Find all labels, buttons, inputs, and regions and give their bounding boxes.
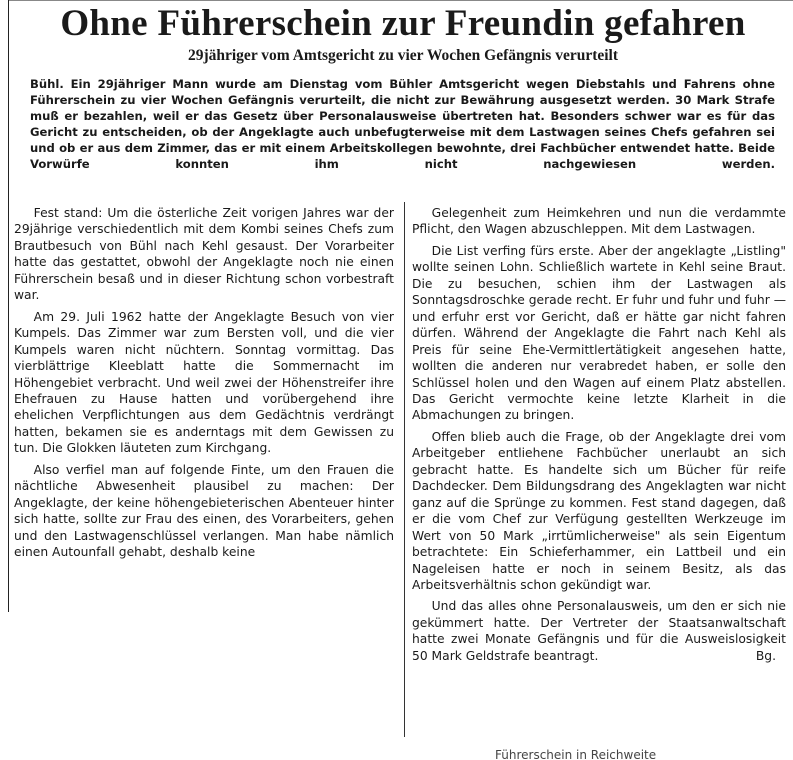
top-rule bbox=[8, 0, 793, 1]
paragraph: Also verfiel man auf folgende Finte, um den Frauen die nächtliche Abwesenheit plausibel zu machen: Der Angeklagte, der keine höhengebieterischen Abenteuer hinter sich hatte, sollte zur Frau des einen, des Vorarbeiters, gehen und den Lastwagenschlüssel verlangen. Man habe nämlich einen Autounfall gehabt, deshalb keine bbox=[14, 462, 394, 560]
paragraph-text: Und das alles ohne Personalausweis, um den er sich nie gekümmert hatte. Der Vertreter der Staatsanwaltschaft hatte zwei Monate Gefängnis und für die Ausweislosigkeit 50 Mark Geldstrafe beantragt. bbox=[412, 599, 786, 663]
column-divider bbox=[404, 202, 405, 737]
paragraph: Am 29. Juli 1962 hatte der Angeklagte Besuch von vier Kumpels. Das Zimmer war zum Bersten voll, und die vier Kumpels waren nicht nüchtern. Sonntag vormittag. Das vierblättrige Kleeblatt hatte die Sommernacht im Höhengebiet verbracht. Und weil zwei der Höhenstreifer ihre Ehefrauen zu Hause hatten und vorübergehend ihre ehelichen Verpflichtungen aus dem Gedächtnis verdrängt hatten, bekamen sie es anderntags mit dem Gewissen zu tun. Die Glokken läuteten zum Kirchgang. bbox=[14, 309, 394, 456]
headline: Ohne Führerschein zur Freundin gefahren bbox=[60, 3, 746, 44]
lead-paragraph bbox=[30, 76, 775, 173]
left-rule bbox=[8, 0, 9, 612]
next-article-headline-cut: Führerschein in Reichweite bbox=[495, 748, 657, 760]
paragraph: Die List verfing fürs erste. Aber der angeklagte „Listling" wollte seinen Lohn. Schließlich wartete in Kehl seine Braut. Die zu besuchen, schien ihm der Lastwagen als Sonntagsdroschke gerade recht. Er fuhr und fuhr und fuhr — und erfuhr erst vor Gericht, daß er hätte gar nicht fahren dürfen. Während der Angeklagte die Fahrt nach Kehl als Preis für seine Ehe-Vermittlertätigkeit angesehen hatte, wollten die anderen nur verabredet haben, er solle den Schlüssel holen und den Wagen auf einem Platz abstellen. Das Gericht vermochte keine letzte Klarheit in die Abmachungen zu bringen. bbox=[412, 243, 786, 423]
author-signature: Bg. bbox=[755, 648, 776, 663]
paragraph: Fest stand: Um die österliche Zeit vorigen Jahres war der 29jährige verschiedentlich mit dem Kombi seines Chefs zum Brautbesuch von Bühl nach Kehl gesaust. Der Vorarbeiter hatte das gestattet, obwohl der Angeklagte noch nie einen Führerschein besaß und in dieser Richtung schon vorbestraft war. bbox=[14, 206, 394, 303]
paragraph: Gelegenheit zum Heimkehren und nun die verdammte Pflicht, den Wagen abzuschleppen. Mit dem Lastwagen. bbox=[412, 206, 786, 237]
paragraph-with-signature bbox=[412, 598, 786, 664]
right-column bbox=[412, 205, 786, 664]
subheadline: 29jähriger vom Amtsgericht zu vier Wochen Gefängnis verurteilt bbox=[187, 47, 619, 64]
paragraph: Offen blieb auch die Frage, ob der Angeklagte drei vom Arbeitgeber entliehene Fachbücher unerlaubt an sich gebracht hatte. Es handelte sich um Bücher für reife Dachdecker. Dem Bildungsdrang des Angeklagten war nicht ganz auf die Sprünge zu kommen. Fest stand dagegen, daß er die vom Chef zur Verfügung gestellten Werkzeuge im Wert von 50 Mark „irrtümlicherweise" als sein Eigentum betrachtete: Ein Schieferhammer, ein Lattbeil und ein Nageleisen hatte er noch in seinem Besitz, als das Arbeitsverhältnis schon gekündigt war. bbox=[412, 429, 786, 592]
lead-text: Bühl. Ein 29jähriger Mann wurde am Dienstag vom Bühler Amtsgericht wegen Diebstahls und Fahrens ohne Führerschein zu vier Wochen Gefängnis verurteilt, die nicht zur Bewährung ausgesetzt werden. 30 Mark Strafe muß er bezahlen, weil er das Gesetz über Personalausweise übertreten hat. Besonders schwer war es für das Gericht zu entscheiden, ob der Angeklagte auch unbefugterweise mit dem Lastwagen seines Chefs gefahren sei und ob er aus dem Zimmer, das er mit einem Arbeitskollegen bewohnte, drei Fachbücher entwendet hatte. Beide Vorwürfe konnten ihm nicht nachgewiesen werden. bbox=[30, 77, 775, 172]
left-column bbox=[14, 205, 394, 561]
